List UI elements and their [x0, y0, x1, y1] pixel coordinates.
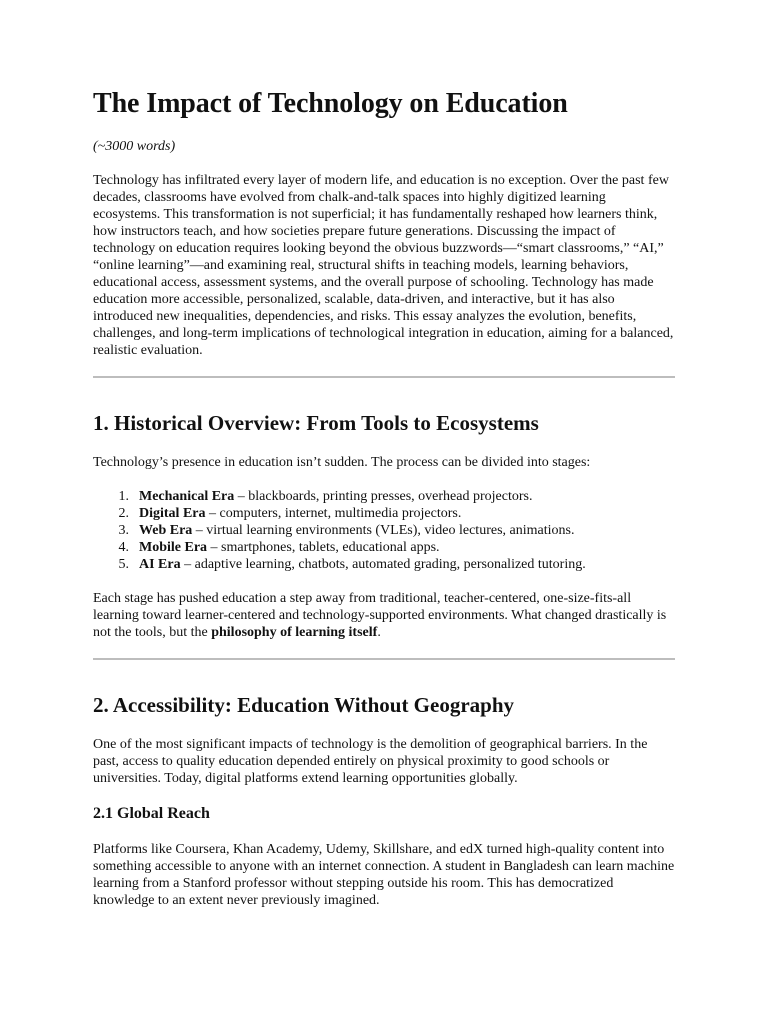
list-item	[93, 556, 675, 573]
subsection-2-1-heading: 2.1 Global Reach	[93, 805, 210, 822]
stage-name: AI Era	[139, 557, 181, 572]
stage-name: Mobile Era	[139, 540, 208, 555]
intro-paragraph: Technology has infiltrated every layer of modern life, and education is no exception. Over the past few decades, classrooms have evolved from chalk-and-talk spaces into highly digitized learning ecosystems. This transformation is not superficial; it has fundamentally reshaped how learners think, how instructors teach, and how societies prepare future generations. Discussing the impact of technology on education requires looking beyond the obvious buzzwords—“smart classrooms,” “AI,” “online learning”—and examining real, structural shifts in teaching models, learning behaviors, educational access, assessment systems, and the overall purpose of schooling. Technology has made education more accessible, personalized, scalable, data-driven, and interactive, but it has also introduced new inequalities, dependencies, and risks. This essay analyzes the evolution, benefits, challenges, and long-term implications of technological integration in education, aiming for a balanced, realistic evaluation.	[93, 173, 674, 358]
section-2-heading: 2. Accessibility: Education Without Geography	[93, 693, 515, 717]
list-number: 1.	[118, 489, 129, 504]
section-divider	[93, 658, 675, 660]
list-number: 4.	[118, 540, 129, 555]
list-number: 2.	[118, 506, 129, 521]
list-item	[93, 505, 675, 522]
document-title: The Impact of Technology on Education	[93, 88, 568, 119]
section-1-closing	[93, 590, 675, 641]
word-count-note: (~3000 words)	[93, 139, 176, 154]
closing-text: Each stage has pushed education a step away from traditional, teacher-centered, one-size-fits-all learning toward learner-centered and technology-supported environments. What changed drastically is not the tools, but the	[93, 591, 667, 640]
stages-list	[93, 488, 675, 573]
list-number: 5.	[118, 557, 129, 572]
list-item	[93, 539, 675, 556]
section-2-lead: One of the most significant impacts of technology is the demolition of geographical barriers. In the past, access to quality education depended entirely on physical proximity to good schools or universities. Today, digital platforms extend learning opportunities globally.	[93, 737, 648, 786]
stage-desc: – virtual learning environments (VLEs), video lectures, animations.	[192, 523, 575, 538]
stage-desc: – blackboards, printing presses, overhead projectors.	[234, 489, 533, 504]
stage-name: Digital Era	[139, 506, 206, 521]
list-item	[93, 522, 675, 539]
closing-emphasis: philosophy of learning itself	[211, 625, 378, 640]
list-item	[93, 488, 675, 505]
list-number: 3.	[118, 523, 129, 538]
section-1-heading: 1. Historical Overview: From Tools to Ecosystems	[93, 411, 539, 435]
stage-desc: – computers, internet, multimedia projectors.	[205, 506, 462, 521]
document-page	[93, 86, 675, 909]
stage-name: Mechanical Era	[139, 489, 235, 504]
closing-end: .	[377, 625, 381, 640]
section-1-lead: Technology’s presence in education isn’t sudden. The process can be divided into stages:	[93, 455, 591, 470]
stage-name: Web Era	[139, 523, 193, 538]
stage-desc: – adaptive learning, chatbots, automated grading, personalized tutoring.	[180, 557, 586, 572]
stage-desc: – smartphones, tablets, educational apps.	[207, 540, 440, 555]
subsection-2-1-text: Platforms like Coursera, Khan Academy, Udemy, Skillshare, and edX turned high-quality content into something accessible to anyone with an internet connection. A student in Bangladesh can learn machine learning from a Stanford professor without stepping outside his room. This has democratized knowledge to an extent never previously imagined.	[93, 842, 675, 908]
section-divider	[93, 376, 675, 378]
